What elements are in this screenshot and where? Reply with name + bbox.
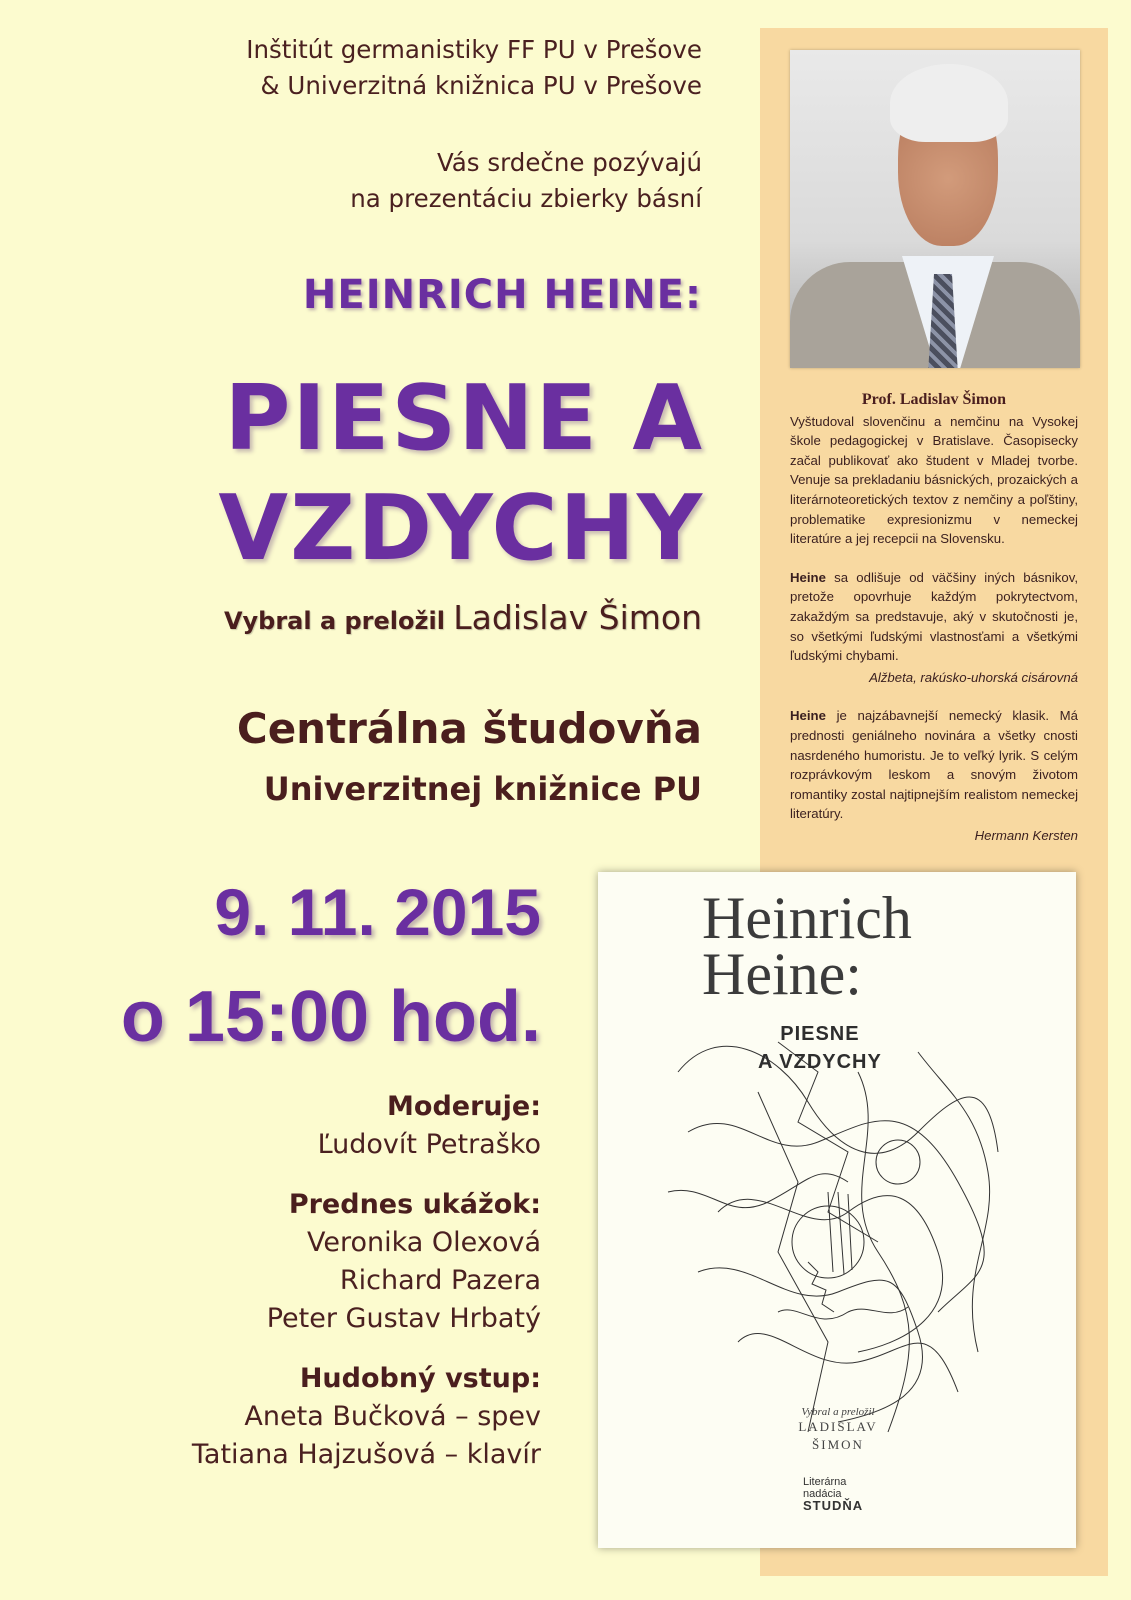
reader-name: Veronika Olexová [307,1227,541,1258]
institution-block [246,32,702,104]
book-cover [598,872,1076,1548]
reader-name: Peter Gustav Hrbatý [266,1303,541,1334]
moderator-heading: Moderuje: [387,1091,541,1122]
book-subtitle-line2: A VZDYCHY [758,1051,882,1073]
institution-line2: & Univerzitná knižnica PU v Prešove [260,71,702,100]
invite-line2: na prezentáciu zbierky básní [350,184,702,213]
collection-title [218,364,704,584]
quote-1-lead: Heine [790,569,826,585]
translator-credit-label: Vybral a preložil [223,607,445,635]
publisher-line1: Literárna [803,1476,847,1488]
institution-line1: Inštitút germanistiky FF PU v Prešove [246,35,702,64]
portrait-photo [790,50,1080,368]
poet-name: HEINRICH HEINE: [302,272,702,318]
collection-title-line1: PIESNE A [224,366,704,471]
musician-name: Aneta Bučková – spev [244,1401,541,1432]
music-heading: Hudobný vstup: [299,1363,541,1394]
program-credits [192,1088,541,1474]
book-credit [768,1406,908,1454]
book-title-line2: Heine: [702,941,862,1007]
book-sketch-illustration [658,1012,1018,1452]
book-credit-name2: ŠIMON [812,1437,864,1452]
moderator-name: Ľudovít Petraško [317,1129,541,1160]
book-credit-small: Vybral a preložil [801,1406,875,1418]
bio-text: Vyštudoval slovenčinu a nemčinu na Vysokej škole pedagogickej v Bratislave. Časopisecky začal publikovať ako študent v Mladej tvorbe. Venuje sa prekladaniu básnických, prozaických a literárnoteoretických textov z nemčiny a poľštiny, problematike expresionizmu v nemeckej literatúre a jej recepcii na Slovensku. [790,413,1078,547]
bio-name: Prof. Ladislav Šimon [861,391,1007,408]
readers-heading: Prednes ukážok: [288,1189,541,1220]
book-credit-name1: LADISLAV [798,1419,878,1434]
event-time: o 15:00 hod. [120,977,541,1057]
invite-line1: Vás srdečne pozývajú [436,148,702,177]
book-publisher [803,1476,863,1512]
quote-2-author: Hermann Kersten [974,827,1078,843]
collection-title-line2: VZDYCHY [218,476,704,581]
venue-line1: Centrálna študovňa [236,704,702,753]
quote-2-text: je najzábavnejší nemecký klasik. Má prednosti geniálneho novinára a všetky cnosti nasrdeného humoristu. Je to veľký lyrik. S celým rozprávkovým leskom a snovým životom romantiky zostal najtipnejším realistom nemeckej literatúry. [790,708,1078,822]
quote-2 [790,706,1078,845]
venue-line2: Univerzitnej knižnice PU [263,770,702,808]
photo-hair [890,64,1008,142]
book-title [702,885,912,1007]
musician-name: Tatiana Hajzušová – klavír [191,1439,541,1470]
event-date: 9. 11. 2015 [214,875,541,949]
quote-1-text: sa odlišuje od väčšiny iných básnikov, pretože opovrhuje každým pokrytectvom, zakaždým sa predstavuje, aký v skutočnosti je, so všetkými ľudskými vlastnosťami a všetkými ľudskými chybami. [790,569,1078,664]
translator-credit [224,598,702,637]
book-subtitle-line1: PIESNE [780,1023,860,1045]
invitation-block [350,145,702,217]
quote-1-author: Alžbeta, rakúsko-uhorská cisárovná [869,669,1078,685]
bio-block [790,390,1078,864]
reader-name: Richard Pazera [339,1265,541,1296]
book-title-line1: Heinrich [702,885,912,951]
quote-1 [790,568,1078,688]
publisher-line3: STUDŇA [803,1498,864,1513]
book-subtitle [758,1020,882,1076]
translator-name: Ladislav Šimon [453,598,702,637]
publisher-line2: nadácia [803,1488,842,1500]
quote-2-lead: Heine [790,708,826,724]
